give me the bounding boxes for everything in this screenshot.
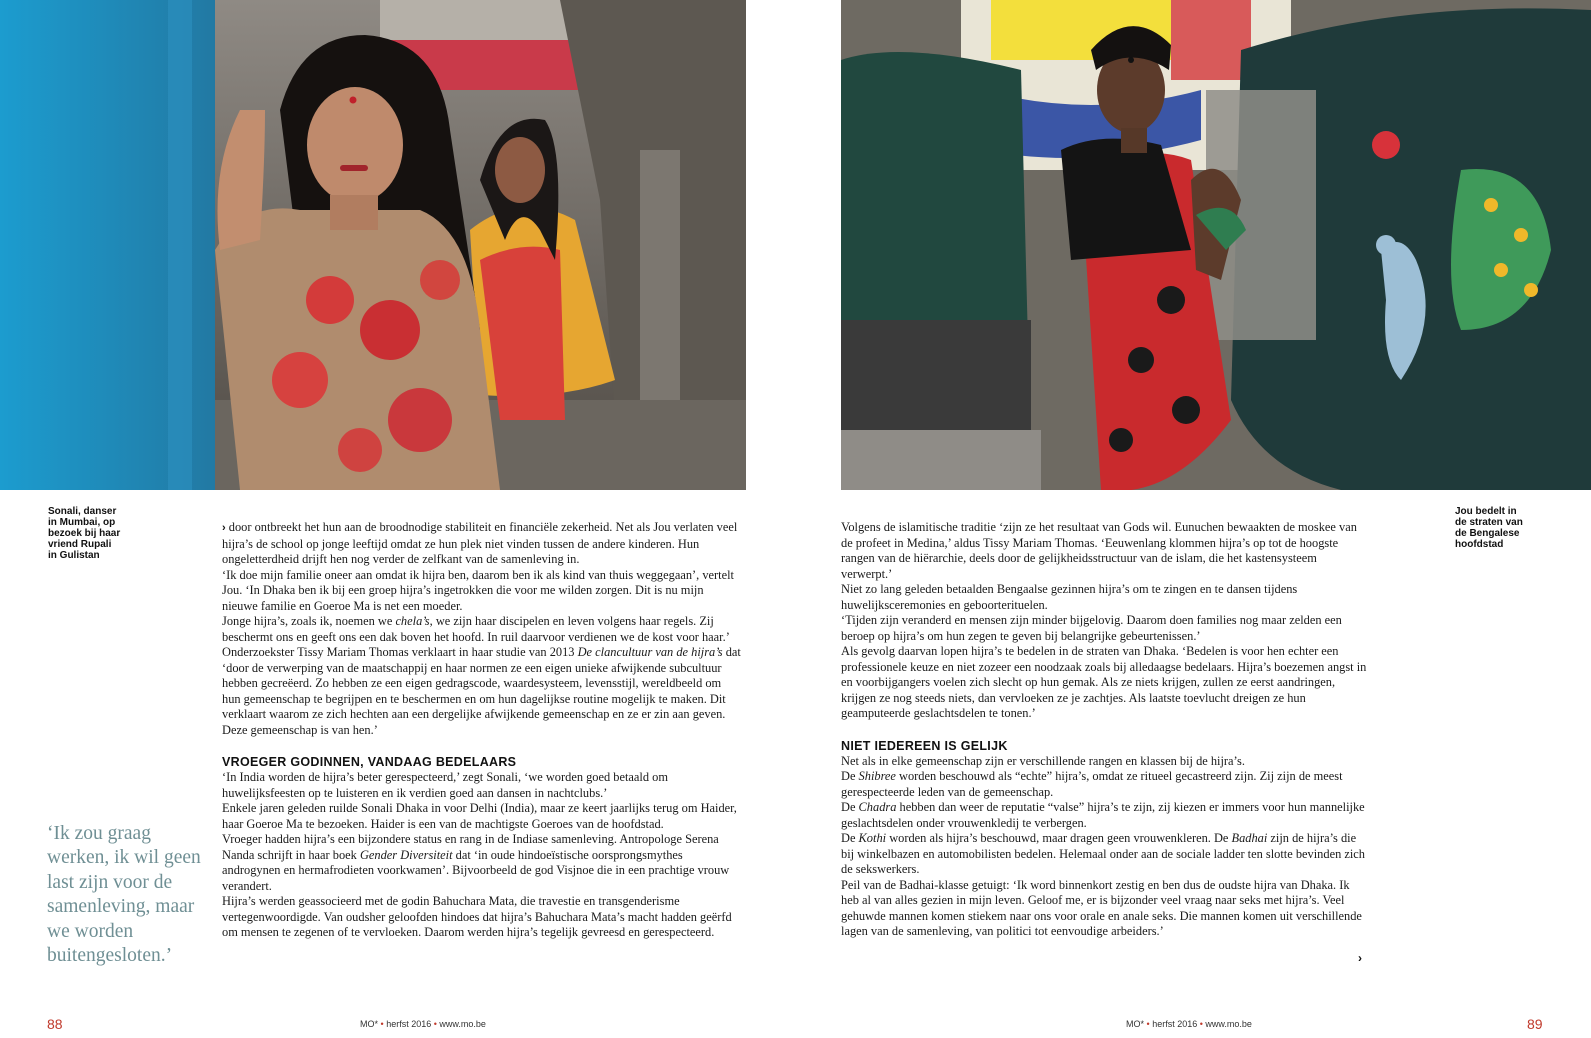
separator-dot: • (380, 1019, 384, 1029)
paragraph: › door ontbreekt het hun aan de broodnodige stabiliteit en financiële zekerheid. Net als Jou verlaten veel hijra’s de school op jonge leeftijd omdat ze hun plek niet vinden tussen de andere kinderen. Hun ongeletterdheid drijft hen nog verder de zelfkant van de samenleving in. (222, 520, 738, 566)
paragraph: Vroeger hadden hijra’s een bijzondere status en rang in de Indiase samenleving. Antropologe Serena Nanda schrijft in haar boek Gender Diversiteit dat ‘in oude hindoeïstische oorsprongsmythes androgynen en hermafrodieten voorkwamen’. Bijvoorbeeld de god Visjnoe die in een prachtige vrouw verandert. (222, 832, 730, 893)
photo-caption-left: Sonali, danser in Mumbai, op bezoek bij haar vriend Rupali in Gulistan (48, 506, 121, 561)
paragraph: De Shibree worden beschouwd als “echte” hijra’s, omdat ze ritueel gecastreerd zijn. Zij zijn de meest gerespecteerde leden van de gemeenschap. (841, 769, 1343, 799)
paragraph: Onderzoekster Tissy Mariam Thomas verklaart in haar studie van 2013 De clancultuur van de hijra’s dat ‘door de verwerping van de maatschappij en haar normen ze een eigen unieke afwijkende subcultuur hebben gecreëerd. Zo hebben ze een eigen gedragscode, waardesysteem, levensstijl, wereldbeeld om hun gemeenschap te begrijpen en te beschermen en om hun dagelijkse routine mogelijk te maken. Dit verklaart waarom ze zich hechten aan een dergelijke afwijkende gemeenschap en ze er zin aan geven. Deze gemeenschap is van hen.’ (222, 645, 741, 737)
footer-right (1126, 1019, 1252, 1029)
article-column-right (841, 520, 1367, 940)
paragraph: Als gevolg daarvan lopen hijra’s te bedelen in de straten van Dhaka. ‘Bedelen is voor hen echter een professionele keuze en niet zozeer een noodzaak zoals bij alledaagse bedelaars. Hijra’s boezemen angst in en voorbijgangers voelen zich slecht op hun gemak. Als ze niets krijgen, zullen ze eerst aandringen, krijgen ze nog steeds niets, dan vervloeken ze je zachtjes. Als laatste toevlucht dreigen ze hun geamputeerde geslachtsdelen te tonen.’ (841, 644, 1367, 720)
continuation-marker: › (222, 522, 226, 534)
website-link[interactable]: www.mo.be (439, 1019, 486, 1029)
magazine-brand: MO* (360, 1019, 378, 1029)
page-number-right: 89 (1527, 1016, 1543, 1032)
photo-left (0, 0, 746, 490)
photo-right (841, 0, 1591, 490)
separator-dot: • (1199, 1019, 1203, 1029)
paragraph: De Kothi worden als hijra’s beschouwd, maar dragen geen vrouwenkleren. De Badhai zijn de hijra’s die bij winkelbazen en automobilisten bedelen. Helemaal onder aan de sociale ladder ten slotte bevinden zich de sekswerkers. (841, 831, 1365, 876)
page-number-left: 88 (47, 1016, 63, 1032)
issue-season: herfst 2016 (1152, 1019, 1198, 1029)
paragraph: Niet zo lang geleden betaalden Bengaalse gezinnen hijra’s om te zingen en te dansen tijdens huwelijksceremonies en geboorterituelen. (841, 582, 1298, 612)
section-heading: NIET IEDEREEN IS GELIJK (841, 738, 1008, 753)
magazine-brand: MO* (1126, 1019, 1144, 1029)
paragraph: Volgens de islamitische traditie ‘zijn ze het resultaat van Gods wil. Eunuchen bewaakten de moskee van de profeet in Medina,’ aldus Tissy Mariam Thomas. ‘Eeuwenlang klommen hijra’s op tot de hoogste rangen van de hiërarchie, deels door de gelijkheidsstructuur van de islam, die het kastensysteem verwerpt.’ (841, 520, 1357, 581)
paragraph: Enkele jaren geleden ruilde Sonali Dhaka in voor Delhi (India), maar ze keert jaarlijks terug om Haider, haar Goeroe Ma te bezoeken. Haider is een van de machtigste Goeroes van de hoofdstad. (222, 801, 737, 831)
paragraph: ‘In India worden de hijra’s beter gerespecteerd,’ zegt Sonali, ‘we worden goed betaald om huwelijksfeesten op te luisteren en ik verdien goed aan dansen in nachtclubs.’ (222, 770, 668, 800)
paragraph: Net als in elke gemeenschap zijn er verschillende rangen en klassen bij de hijra’s. (841, 753, 1245, 768)
photo-two-women-alley (0, 0, 746, 490)
article-column-left (222, 520, 742, 941)
paragraph: De Chadra hebben dan weer de reputatie “valse” hijra’s te zijn, zij kiezen er immers voor hun mannelijke geslachtsdelen onder vrouwenkledij te verbergen. (841, 800, 1365, 830)
paragraph: Hijra’s werden geassocieerd met de godin Bahuchara Mata, die travestie en transgenderisme vertegenwoordigde. Van oudsher geloofden hindoes dat hijra’s Bahuchara Mata’s macht hadden geërfd om mensen te zegenen of te vervloeken. Daarom werden hijra’s tegelijk gevreesd en gerespecteerd. (222, 894, 732, 939)
paragraph: ‘Tijden zijn veranderd en mensen zijn minder bijgelovig. Daarom doen families nog maar zelden een beroep op hijra’s om hun zegen te geven bij belangrijke gebeurtenissen.’ (841, 613, 1342, 643)
continuation-marker-end: › (1358, 951, 1362, 965)
separator-dot: • (1146, 1019, 1150, 1029)
pull-quote: ‘Ik zou graag werken, ik wil geen last zijn voor de samenleving, maar we worden buitengesloten.’ (47, 823, 201, 967)
footer-left (360, 1019, 486, 1029)
photo-caption-right: Jou bedelt in de straten van de Bengalese hoofdstad (1455, 506, 1523, 550)
photo-woman-rickshaws (841, 0, 1591, 490)
paragraph: Peil van de Badhai-klasse getuigt: ‘Ik word binnenkort zestig en ben dus de oudste hijra van Dhaka. Ik heb al van alles gezien in mijn leven. Geloof me, er is bijzonder veel vraag naar seks met hijra’s. Veel gehuwde mannen komen stiekem naar ons voor orale en anale seks. Die mannen komen uit verschillende lagen van de samenleving, van politici tot eenvoudige arbeiders.’ (841, 877, 1362, 938)
paragraph: ‘Ik doe mijn familie oneer aan omdat ik hijra ben, daarom ben ik als kind van thuis weggegaan’, vertelt Jou. ‘In Dhaka ben ik bij een groep hijra’s ingetrokken die voor me wilden zorgen. Dit is nu mijn nieuwe familie en Goeroe Ma is net een moeder. (222, 567, 734, 613)
separator-dot: • (433, 1019, 437, 1029)
website-link[interactable]: www.mo.be (1205, 1019, 1252, 1029)
section-heading: VROEGER GODINNEN, VANDAAG BEDELAARS (222, 755, 517, 769)
paragraph: Jonge hijra’s, zoals ik, noemen we chela’s, we zijn haar discipelen en leven volgens haar regels. Zij beschermt ons en geeft ons een dak boven het hoofd. In ruil daarvoor verdienen we de kost voor haar.’ (222, 614, 730, 644)
issue-season: herfst 2016 (386, 1019, 432, 1029)
